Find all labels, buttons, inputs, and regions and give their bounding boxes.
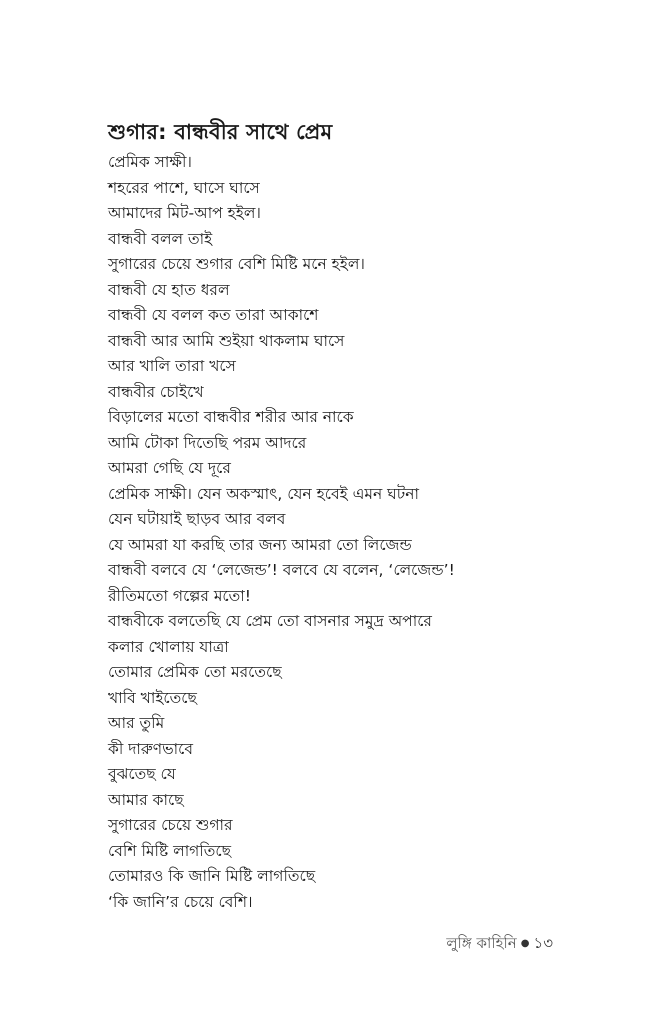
poem-line: আমাদের মিট-আপ হইল। [108,204,261,222]
poem-line: সুগারের চেয়ে শুগার বেশি মিষ্টি মনে হইল। [108,255,365,273]
poem-body [108,150,455,915]
poem-line: বান্ধবী যে হাত ধরল [108,280,230,299]
poem-title: শুগার: বান্ধবীর সাথে প্রেম [108,120,333,144]
poem-line: রীতিমতো গল্পের মতো! [108,586,251,605]
poem-line: বুঝতেছ যে [108,765,176,783]
page-number: ১৩ [533,934,553,952]
poem-line: তোমার প্রেমিক তো মরতেছে [108,663,282,681]
poem-line: বিড়ালের মতো বান্ধবীর শরীর আর নাকে [108,408,354,426]
poem-line: যে আমরা যা করছি তার জন্য আমরা তো লিজেন্ড [108,535,412,554]
poem-line: বান্ধবীর চোইখে [108,382,204,401]
page-footer [446,932,553,957]
poem-line: বান্ধবীকে বলতেছি যে প্রেম তো বাসনার সমুদ্র অপারে [108,612,432,630]
poem-line: বান্ধবী বলল তাই [108,229,213,248]
poem-line: যেন ঘটায়াই ছাড়ব আর বলব [108,510,286,528]
poem-line: তোমারও কি জানি মিষ্টি লাগতিছে [108,867,316,885]
poem-line: সুগারের চেয়ে শুগার [108,816,233,834]
poem-line: কলার খোলায় যাত্রা [108,637,229,656]
poem-line: বান্ধবী আর আমি শুইয়া থাকলাম ঘাসে [108,331,345,350]
poem-line: বেশি মিষ্টি লাগতিছে [108,841,232,860]
poem-line: বান্ধবী যে বলল কত তারা আকাশে [108,306,319,324]
poem-line: আমার কাছে [108,790,184,809]
poem-line: শহরের পাশে, ঘাসে ঘাসে [108,178,260,197]
poem-line: বান্ধবী বলবে যে ‘লেজেন্ড’! বলবে যে বলেন, ‘লেজেন্ড’! [108,561,455,579]
poem-line: আমি টোকা দিতেছি পরম আদরে [108,433,307,452]
poem-line: খাবি খাইতেছে [108,688,197,707]
running-book-title: লুঙ্গি কাহিনি [446,934,517,952]
poem-line: প্রেমিক সাক্ষী। যেন অকস্মাৎ, যেন হবেই এমন ঘটনা [108,484,419,503]
bullet-separator: ● [520,938,530,949]
poem-line: আর তুমি [108,714,165,732]
poem-line: কী দারুণভাবে [108,739,194,758]
poem-line: আর খালি তারা খসে [108,357,236,375]
poem-line: ‘কি জানি’র চেয়ে বেশি। [108,892,253,911]
poem-line: আমরা গেছি যে দূরে [108,459,231,477]
poem-line: প্রেমিক সাক্ষী। [108,153,192,171]
